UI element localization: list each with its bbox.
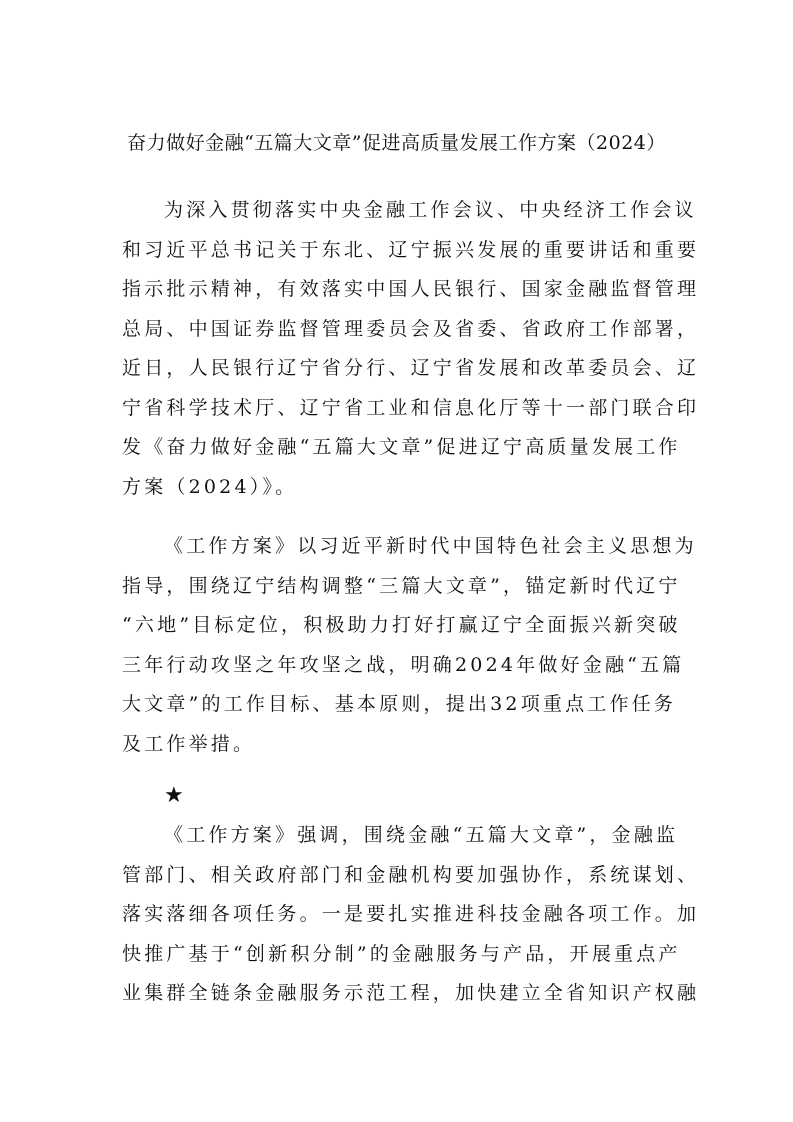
paragraph-line: 为深入贯彻落实中央金融工作会议、中央经济工作会议 <box>164 199 697 221</box>
paragraph-line: 三年行动攻坚之年攻坚之战，明确2024年做好金融“五篇 <box>122 653 685 676</box>
paragraph-3 <box>122 816 700 1014</box>
paragraph-line: 近日，人民银行辽宁省分行、辽宁省发展和改革委员会、辽 <box>122 357 700 379</box>
paragraph-line: “六地”目标定位，积极助力打好打赢辽宁全面振兴新突破 <box>122 614 681 636</box>
paragraph-line: 指导，围绕辽宁结构调整“三篇大文章”，锚定新时代辽宁 <box>122 574 681 597</box>
star-icon: ★ <box>164 783 184 808</box>
paragraph-line: 《工作方案》强调，围绕金融“五篇大文章”，金融监 <box>164 824 679 846</box>
paragraph-line: 《工作方案》以习近平新时代中国特色社会主义思想为 <box>164 535 697 557</box>
paragraph-line: 快推广基于“创新积分制”的金融服务与产品，开展重点产 <box>122 942 681 965</box>
paragraph-1 <box>122 191 700 507</box>
paragraph-line: 发《奋力做好金融“五篇大文章”促进辽宁高质量发展工作 <box>122 436 681 458</box>
paragraph-line: 总局、中国证券监督管理委员会及省委、省政府工作部署， <box>122 317 700 340</box>
paragraph-line: 业集群全链条金融服务示范工程，加快建立全省知识产权融 <box>122 982 700 1004</box>
paragraph-line: 及工作举措。 <box>122 732 256 755</box>
paragraph-line: 落实落细各项任务。一是要扎实推进科技金融各项工作。加 <box>122 903 700 925</box>
paragraph-2 <box>122 527 697 764</box>
paragraph-line: 和习近平总书记关于东北、辽宁振兴发展的重要讲话和重要 <box>122 238 700 261</box>
paragraph-line: 管部门、相关政府部门和金融机构要加强协作，系统谋划、 <box>122 863 700 886</box>
paragraph-line: 大文章”的工作目标、基本原则，提出32项重点工作任务 <box>122 693 677 715</box>
paragraph-line: 指示批示精神，有效落实中国人民银行、国家金融监督管理 <box>122 278 700 300</box>
paragraph-line: 方案（2024）》。 <box>122 475 298 498</box>
star-separator <box>122 776 672 816</box>
paragraph-line: 宁省科学技术厅、辽宁省工业和信息化厅等十一部门联合印 <box>122 396 700 419</box>
document-title: 奋力做好金融“五篇大文章”促进高质量发展工作方案（2024） <box>127 132 666 154</box>
